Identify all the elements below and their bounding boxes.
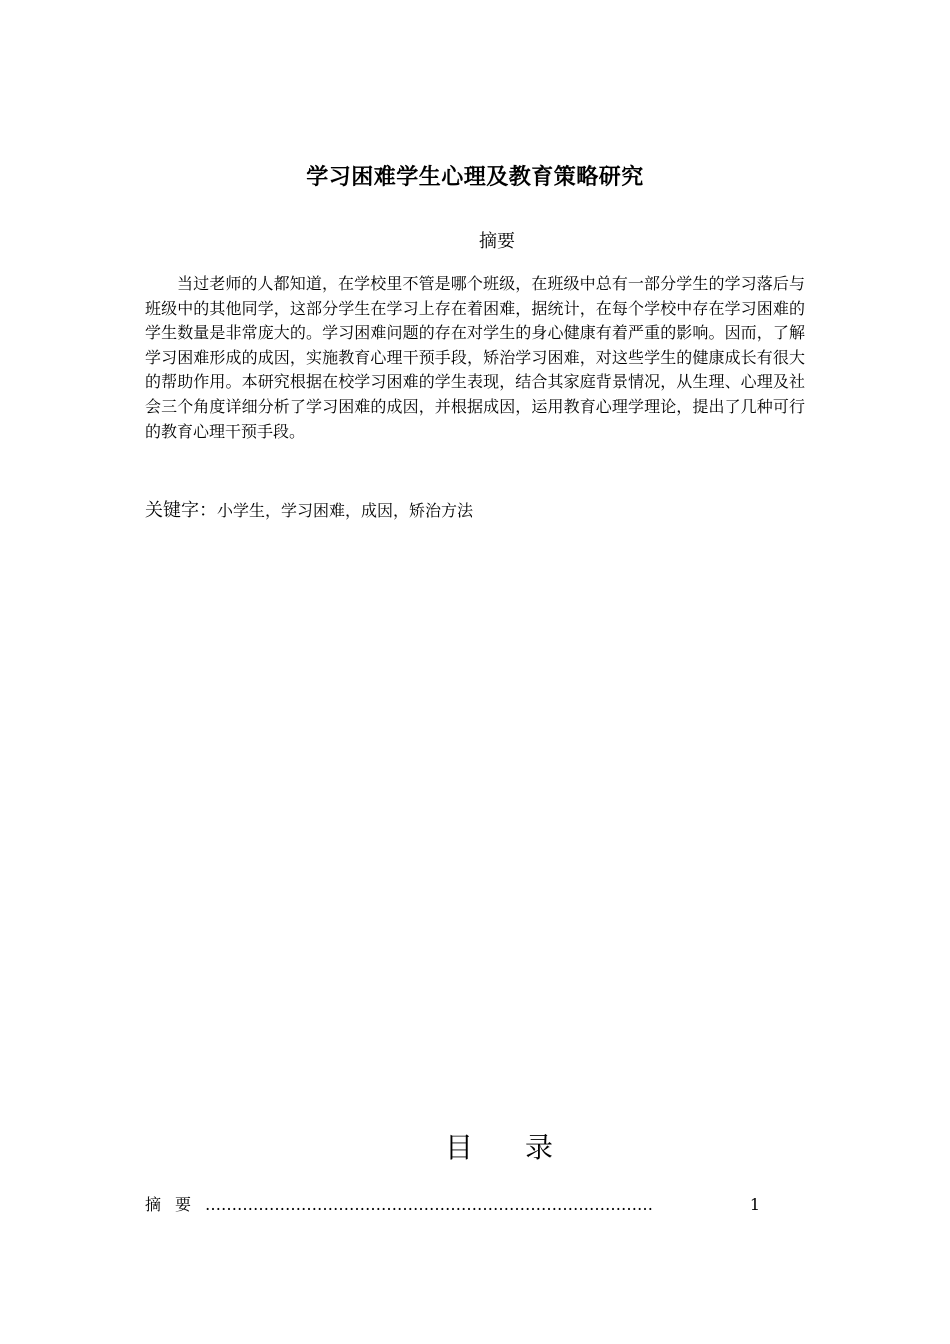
toc-heading-char-1: 目 (444, 1131, 473, 1164)
toc-heading-char-2: 录 (525, 1131, 554, 1164)
toc-heading (0, 1126, 950, 1166)
toc-entry-leader-dots: ………………………………………………………………………… (205, 1195, 654, 1214)
keywords-line (145, 499, 473, 523)
toc-entry-label: 摘要 (145, 1195, 206, 1214)
keywords-value: 小学生，学习困难，成因，矫治方法 (217, 501, 474, 520)
toc-entry-page-number: 1 (749, 1195, 760, 1214)
toc-entry-abstract[interactable] (145, 1194, 760, 1216)
keywords-label: 关键字： (145, 500, 217, 521)
document-title: 学习困难学生心理及教育策略研究 (306, 165, 644, 190)
abstract-paragraph: 当过老师的人都知道，在学校里不管是哪个班级，在班级中总有一部分学生的学习落后与班级中的其他同学，这部分学生在学习上存在着困难，据统计，在每个学校中存在学习困难的学生数量是非常庞大的。学习困难问题的存在对学生的身心健康有着严重的影响。因而，了解学习困难形成的成因，实施教育心理干预手段，矫治学习困难，对这些学生的健康成长有很大的帮助作用。本研究根据在校学习困难的学生表现，结合其家庭背景情况，从生理、心理及社会三个角度详细分析了学习困难的成因，并根据成因，运用教育心理学理论，提出了几种可行的教育心理干预手段。 (145, 274, 805, 441)
abstract-heading: 摘要 (479, 231, 515, 252)
